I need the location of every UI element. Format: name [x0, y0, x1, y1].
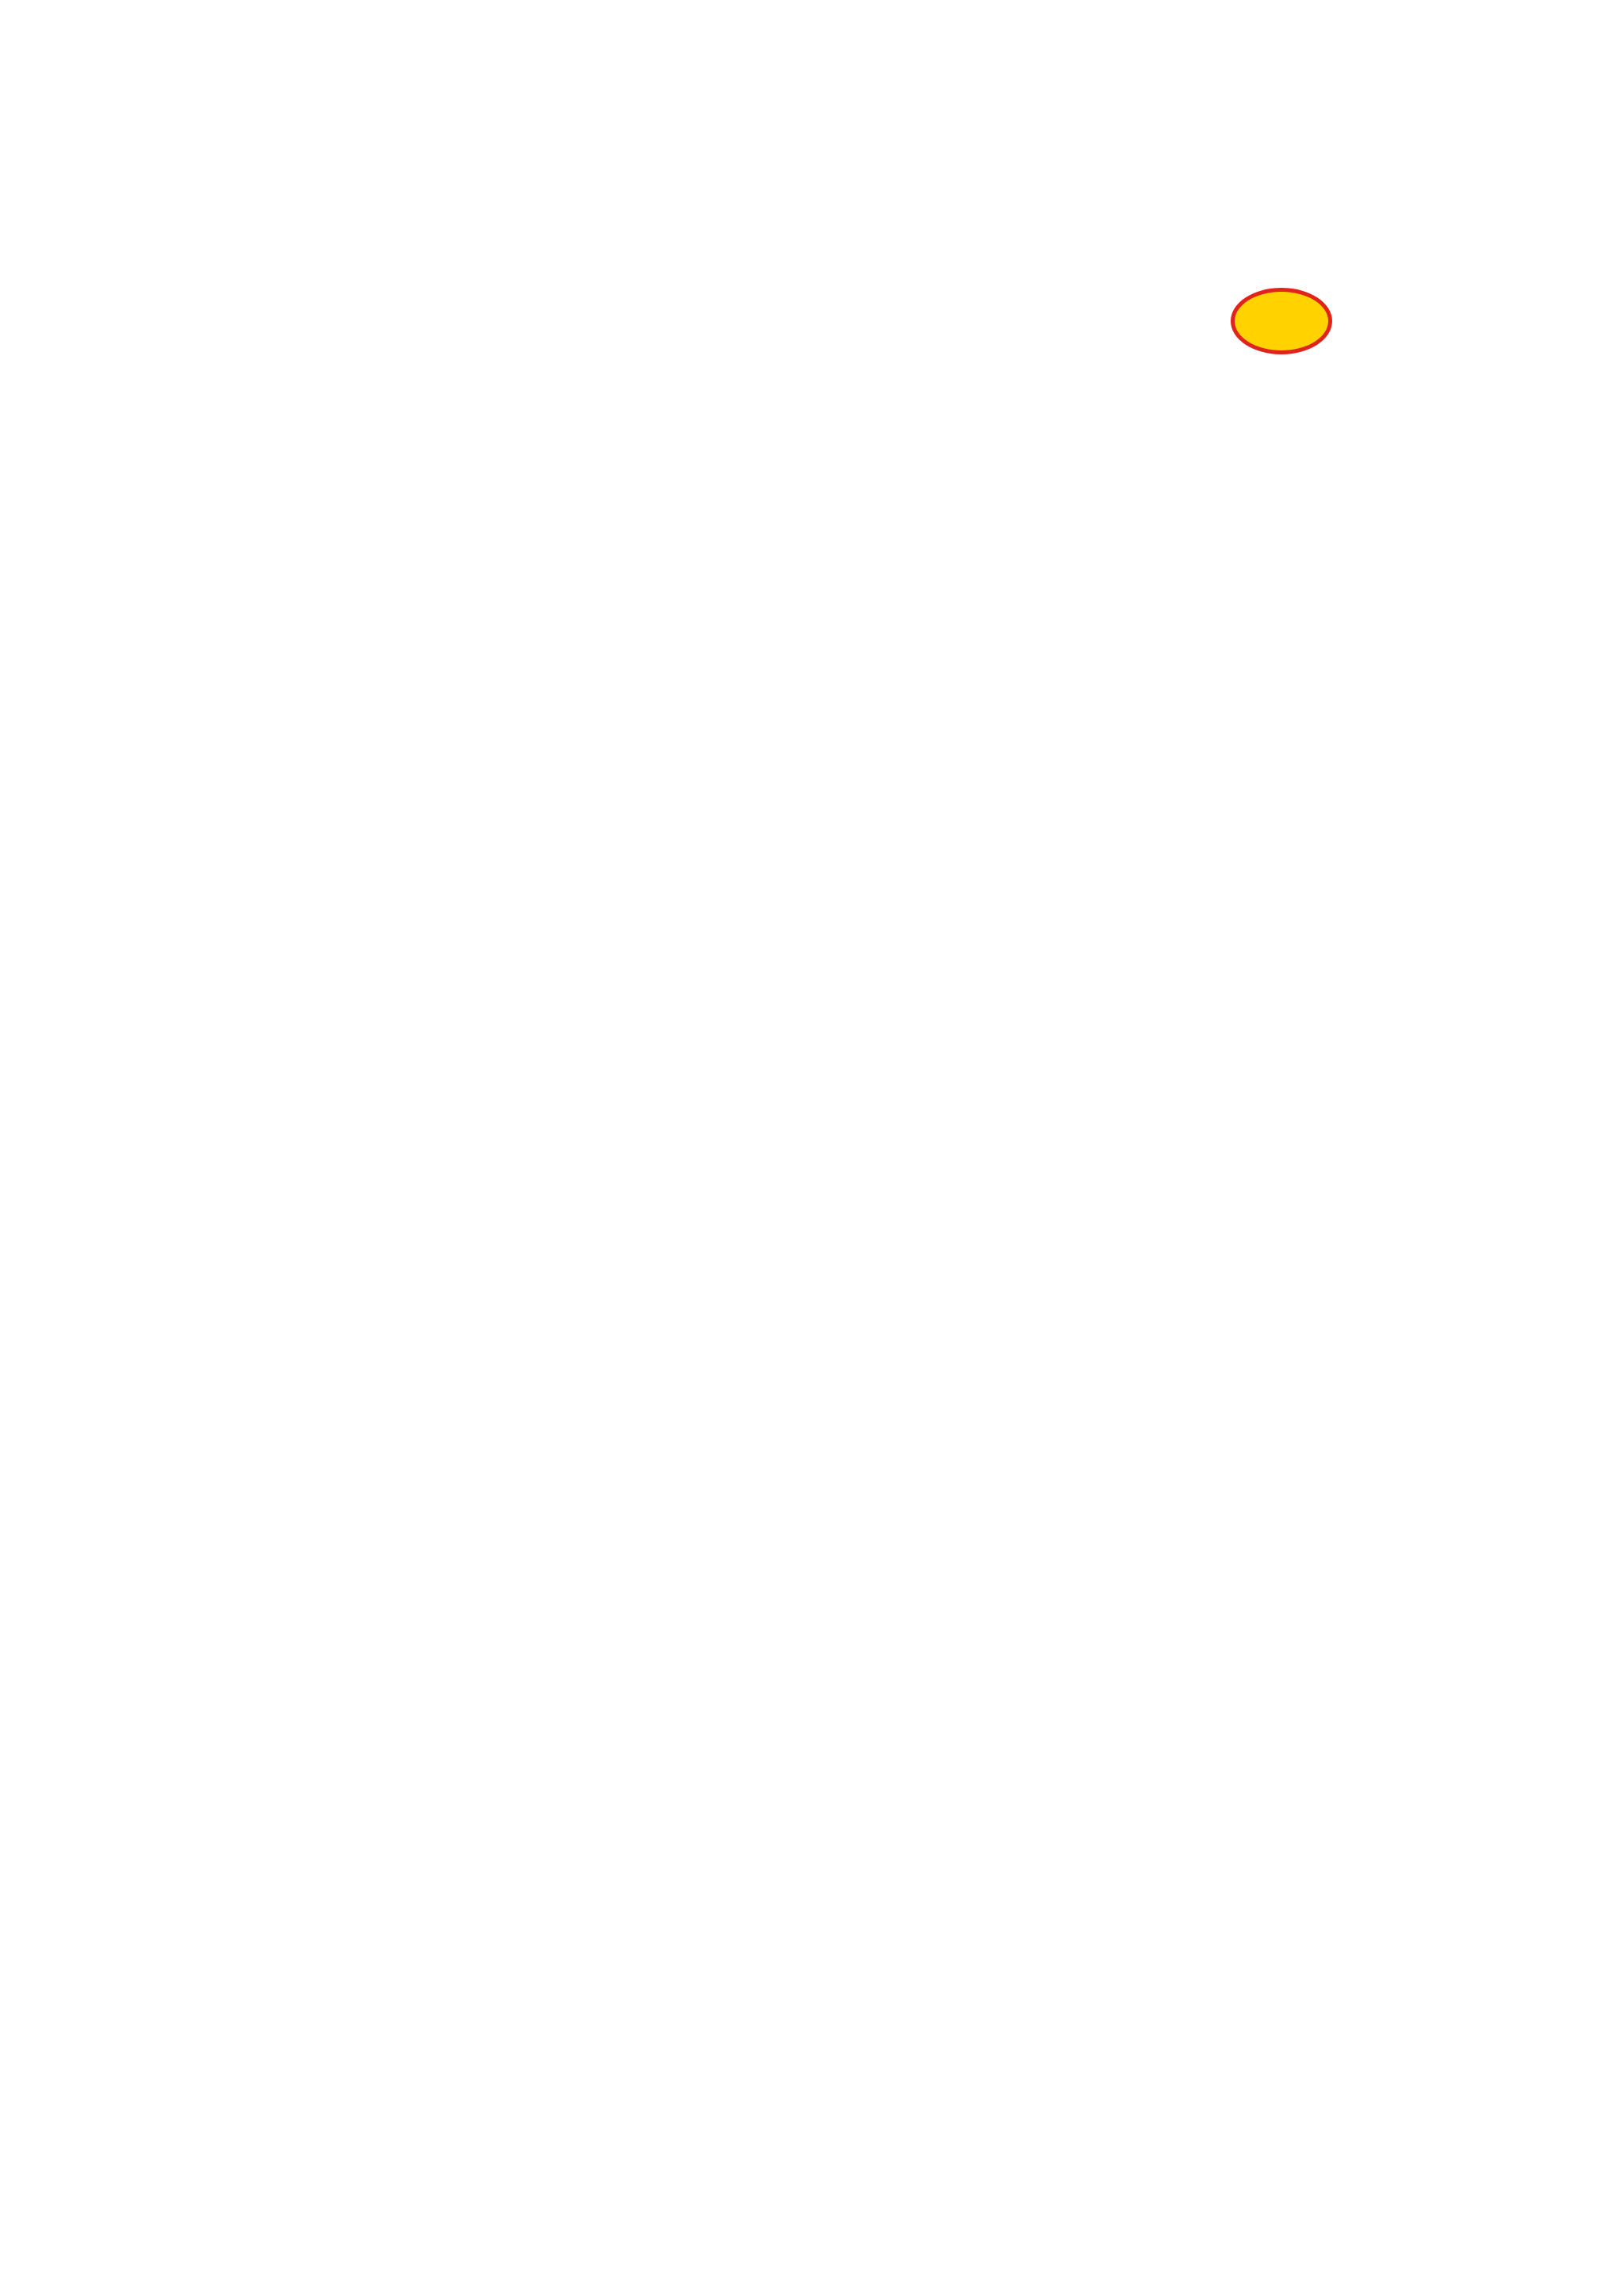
- circles-decoration-right: [1507, 1395, 1624, 2296]
- mr-commerce-logo: [1231, 285, 1335, 357]
- logo-mr-badge: [1231, 288, 1332, 354]
- circles-decoration-top: [0, 0, 1624, 492]
